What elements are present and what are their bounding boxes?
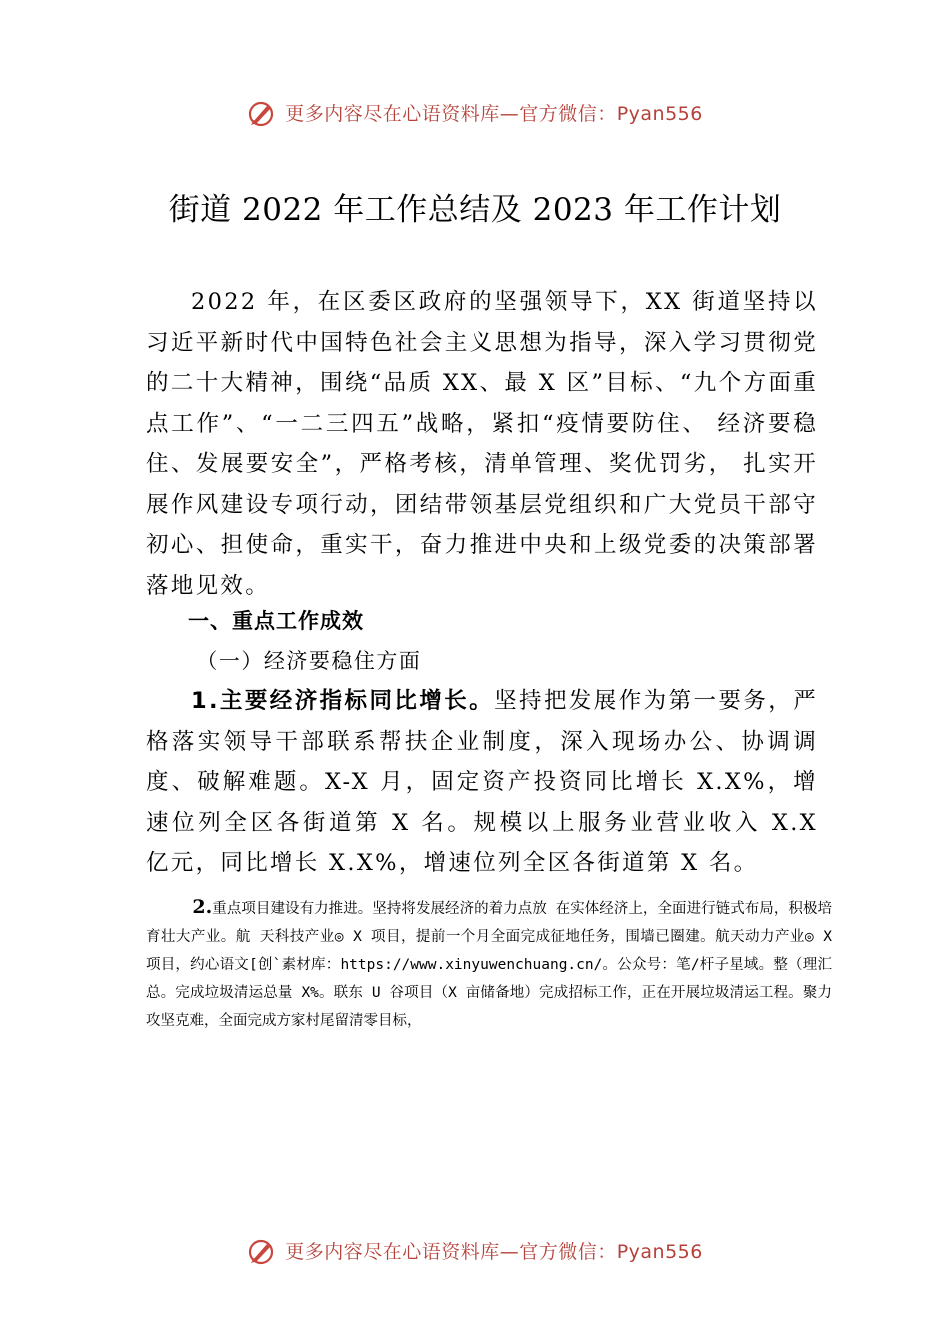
pen-circle-logo-icon: [247, 1238, 275, 1266]
item2-body: 重点项目建设有力推进。坚持将发展经济的着力点放 在实体经济上，全面进行链式布局，积极培育壮大产业。航 天科技产业◎ X 项目，提前一个月全面完成征地任务，围墙已圈建。航天动力产业◎ X 项目，约心语文[创`素材库：https://www.xinyuwenchuang.cn/。公众号：笔/杆子星域。整（理汇总。完成垃圾清运总量 X%。联东 U 谷项目（X 亩储备地）完成招标工作，正在开展垃圾清运工程。聚力攻坚克难，全面完成方家村尾留清零目标，: [146, 901, 832, 1029]
header-banner-text: 更多内容尽在心语资料库—官方微信：Pyan556: [285, 103, 703, 125]
item2-paragraph: [146, 893, 832, 1035]
header-banner: [0, 100, 950, 128]
footer-banner: [0, 1238, 950, 1266]
subsection-heading: （一）经济要稳住方面: [196, 649, 422, 673]
item2-number: 2.: [192, 896, 213, 918]
intro-paragraph: 2022 年，在区委区政府的坚强领导下，XX 街道坚持以习近平新时代中国特色社会主义思想为指导，深入学习贯彻党的二十大精神，围绕“品质 XX、最 X 区”目标、“九个方面重点工作”、“一二三四五”战略，紧扣“疫情要防住、 经济要稳住、发展要安全”，严格考核，清单管理、奖优罚劣， 扎实开展作风建设专项行动，团结带领基层党组织和广大党员干部守初心、担使命，重实干，奋力推进中央和上级党委的决策部署落地见效。: [146, 289, 818, 599]
section-block: [146, 601, 818, 884]
document-title: 街道 2022 年工作总结及 2023 年工作计划: [168, 192, 782, 228]
section-heading: 一、重点工作成效: [188, 609, 364, 633]
intro-block: [146, 282, 818, 606]
item1-paragraph: [146, 681, 818, 884]
item1-lead: 1.主要经济指标同比增长。: [191, 688, 495, 714]
item1-body: 坚持把发展作为第一要务，严格落实领导干部联系帮扶企业制度，深入现场办公、协调调度、破解难题。X-X 月，固定资产投资同比增长 X.X%，增速位列全区各街道第 X 名。规模以上服务业营业收入 X.X 亿元，同比增长 X.X%，增速位列全区各街道第 X 名。: [146, 688, 819, 876]
footer-banner-text: 更多内容尽在心语资料库—官方微信：Pyan556: [285, 1241, 703, 1263]
pen-circle-logo-icon: [247, 100, 275, 128]
